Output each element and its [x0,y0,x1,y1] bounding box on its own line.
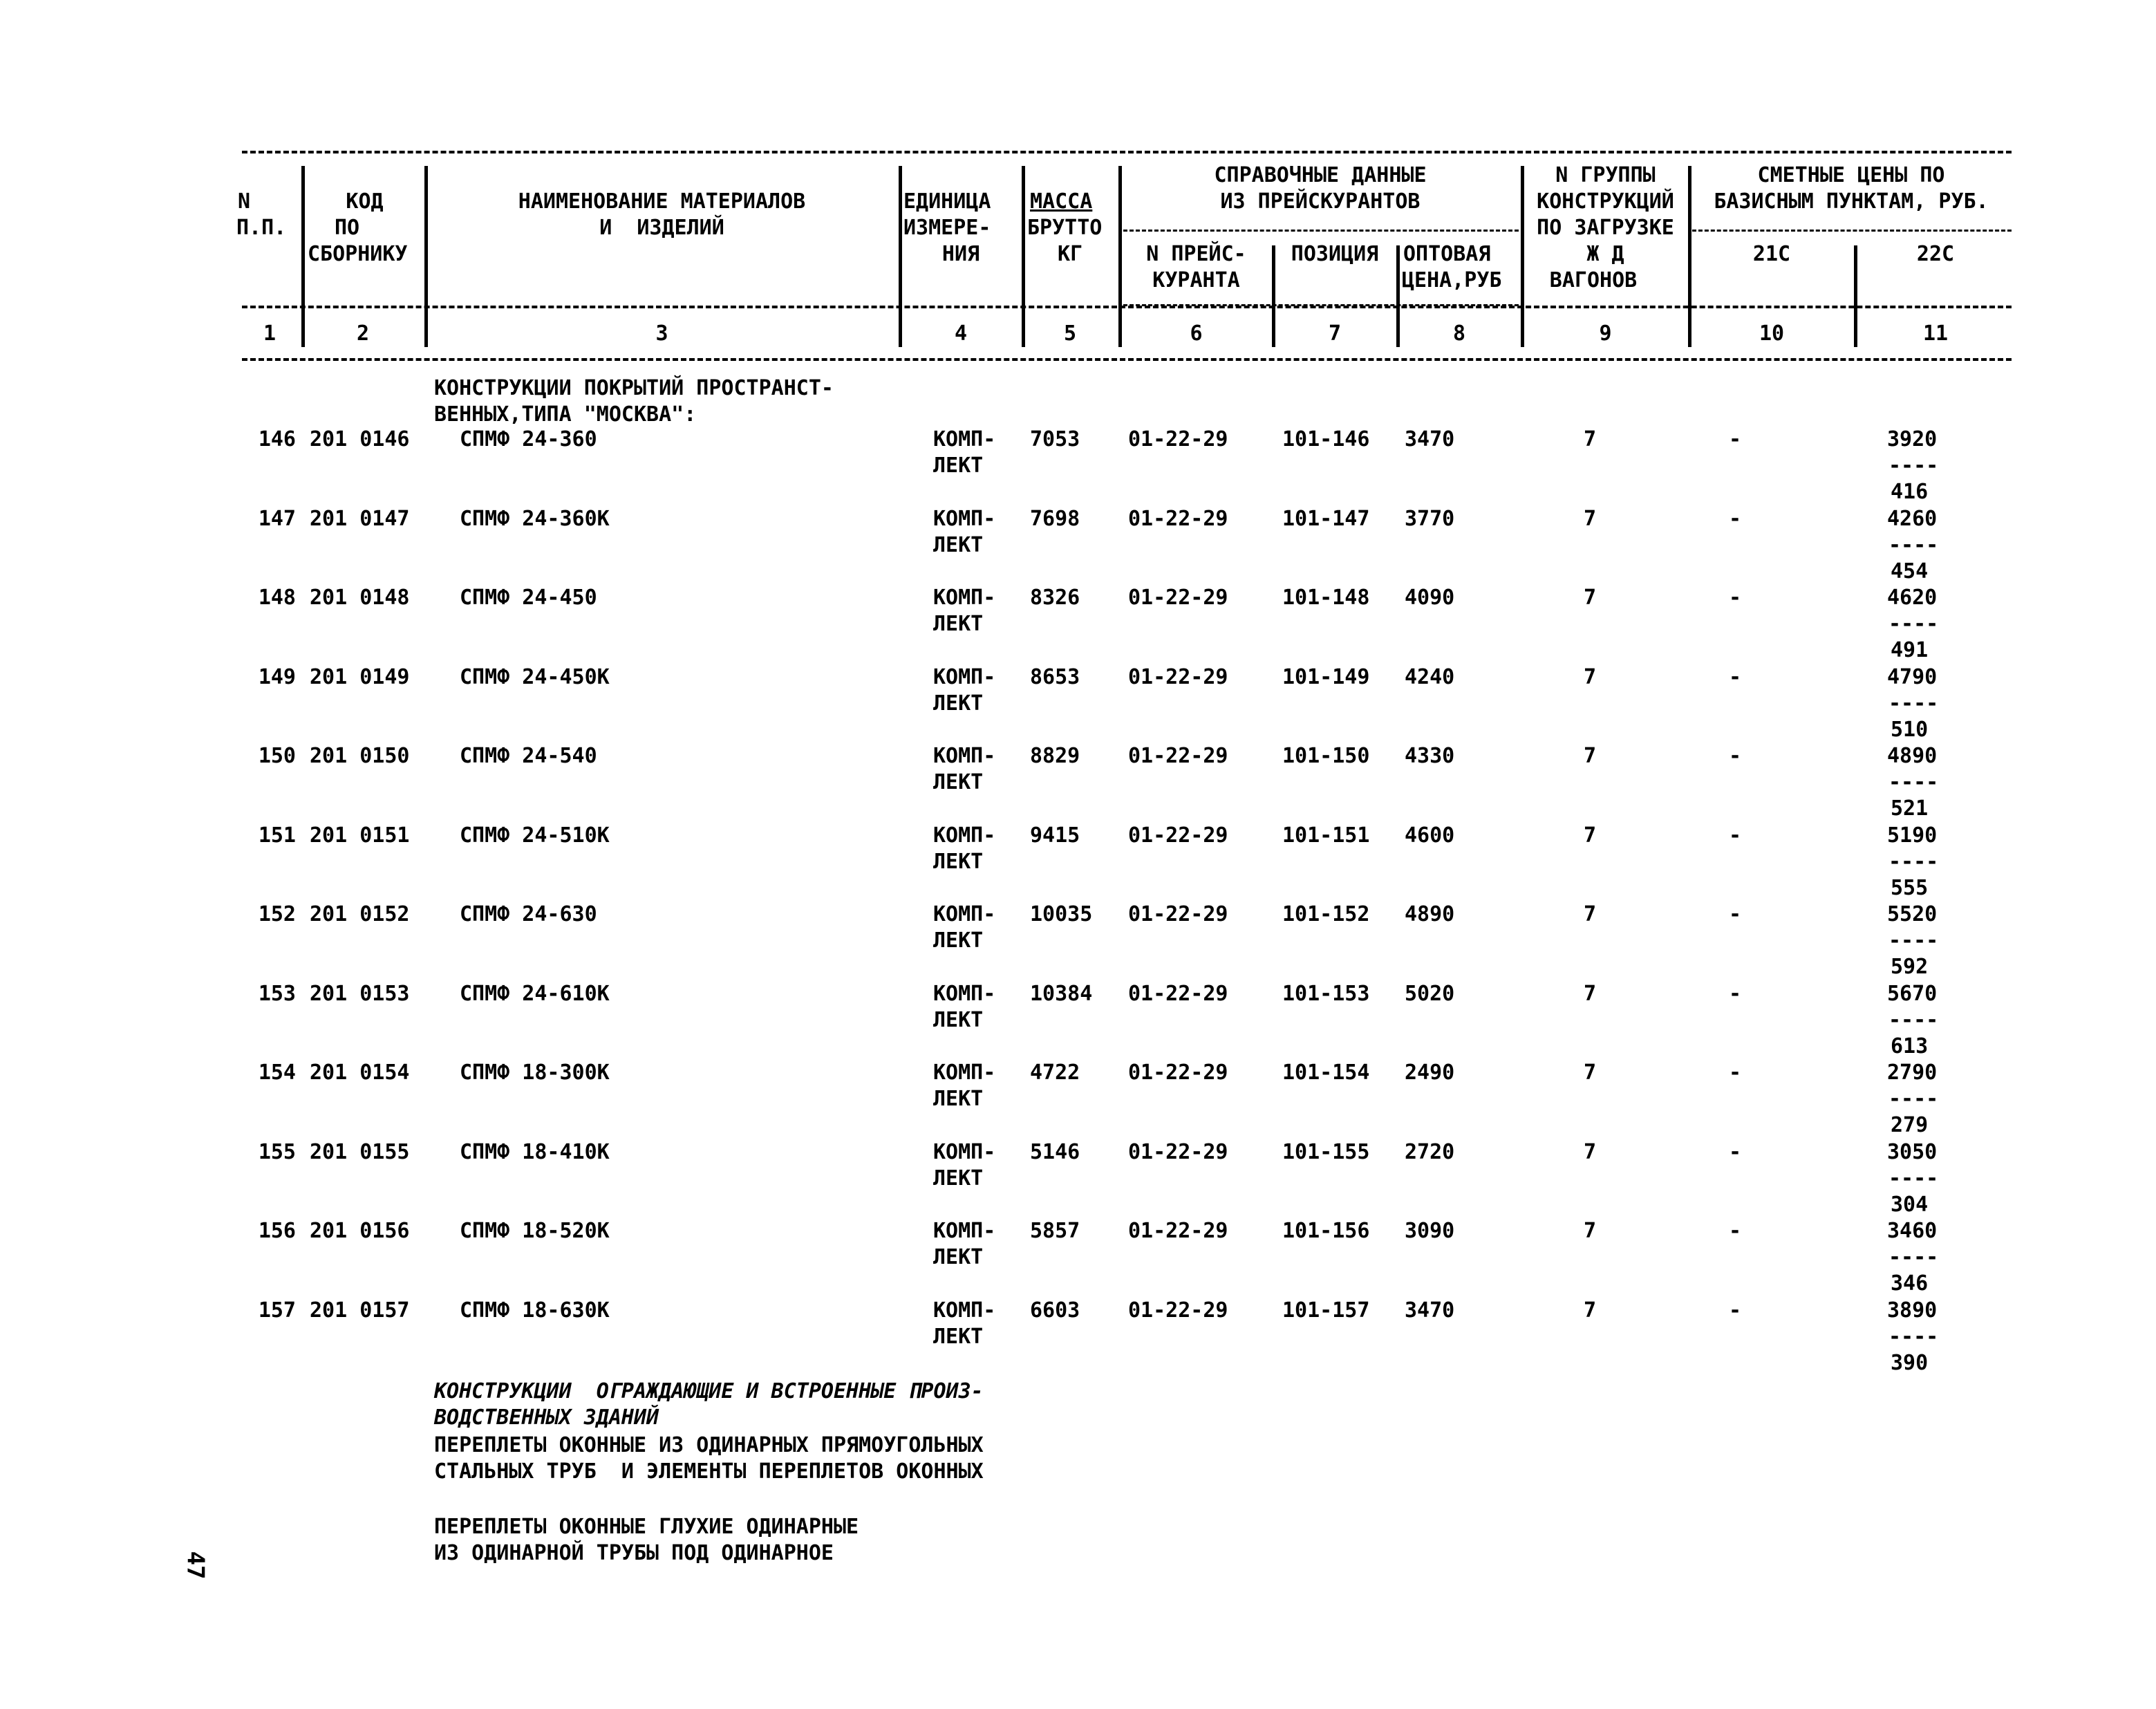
row-number: 157 [258,1298,296,1323]
header-unit: ЕДИНИЦА [903,189,991,214]
row-22c-top: 5190 [1887,823,1938,848]
footer-italic-heading: КОНСТРУКЦИИ ОГРАЖДАЮЩИЕ И ВСТРОЕННЫЕ ПРОИЗ- [434,1379,984,1403]
row-unit: ЛЕКТ [933,850,984,874]
row-position: 101-155 [1282,1140,1370,1164]
row-unit: ЛЕКТ [933,928,984,953]
sub-rule [1692,230,2012,232]
col-number: 2 [356,321,370,346]
col-number: 8 [1452,321,1466,346]
row-21c: - [1728,823,1742,848]
row-21c: - [1728,665,1742,689]
row-wholesale: 3470 [1405,427,1455,451]
row-unit: ЛЕКТ [933,1166,984,1190]
row-unit: КОМП- [933,1298,996,1323]
row-price-list: 01-22-29 [1128,665,1228,689]
row-code: 201 0153 [310,982,410,1006]
row-position: 101-150 [1282,744,1370,768]
header-price-list: КУРАНТА [1152,268,1240,292]
row-number: 156 [258,1219,296,1243]
header-group: ПО ЗАГРУЗКЕ [1537,216,1674,240]
row-unit: ЛЕКТ [933,691,984,716]
row-22c-bottom: 613 [1891,1034,1929,1058]
header-name: НАИМЕНОВАНИЕ МАТЕРИАЛОВ [518,189,806,214]
row-mass: 7698 [1030,507,1080,531]
header-code: КОД [346,189,384,214]
row-name: СПМФ 24-540 [460,744,597,768]
header-unit: НИЯ [941,242,980,266]
row-22c-fraction-line: ---- [1888,1245,1939,1269]
row-position: 101-148 [1282,586,1370,610]
row-code: 201 0150 [310,744,410,768]
page-number: 47 [181,1551,209,1580]
row-group: 7 [1583,1061,1597,1085]
row-wholesale: 4090 [1405,586,1455,610]
row-unit: ЛЕКТ [933,1008,984,1032]
row-group: 7 [1583,744,1597,768]
row-position: 101-149 [1282,665,1370,689]
row-number: 146 [258,427,296,451]
row-22c-top: 4790 [1887,665,1938,689]
header-code: СБОРНИКУ [308,242,408,266]
row-22c-bottom: 416 [1891,480,1929,504]
row-22c-top: 4620 [1887,586,1938,610]
row-unit: КОМП- [933,507,996,531]
header-estimate-prices: БАЗИСНЫМ ПУНКТАМ, РУБ. [1714,189,1989,214]
row-name: СПМФ 24-510К [460,823,610,848]
row-22c-bottom: 491 [1891,638,1929,662]
header-price-list: N ПРЕЙС- [1146,242,1246,266]
row-mass: 9415 [1030,823,1080,848]
row-name: СПМФ 18-520К [460,1219,610,1243]
header-n: N [238,189,251,214]
row-22c-fraction-line: ---- [1888,691,1939,716]
row-wholesale: 3470 [1405,1298,1455,1323]
row-mass: 4722 [1030,1061,1080,1085]
row-22c-top: 4260 [1887,507,1938,531]
row-name: СПМФ 24-360К [460,507,610,531]
row-unit: ЛЕКТ [933,1325,984,1349]
row-21c: - [1728,744,1742,768]
row-price-list: 01-22-29 [1128,1219,1228,1243]
row-group: 7 [1583,1298,1597,1323]
row-name: СПМФ 24-450К [460,665,610,689]
header-estimate-prices: СМЕТНЫЕ ЦЕНЫ ПО [1757,163,1945,187]
row-position: 101-153 [1282,982,1370,1006]
row-price-list: 01-22-29 [1128,1061,1228,1085]
row-21c: - [1728,586,1742,610]
row-price-list: 01-22-29 [1128,427,1228,451]
row-21c: - [1728,902,1742,926]
col-number: 6 [1190,321,1203,346]
row-unit: КОМП- [933,982,996,1006]
row-number: 150 [258,744,296,768]
row-name: СПМФ 24-450 [460,586,597,610]
row-22c-bottom: 454 [1891,559,1929,583]
row-group: 7 [1583,823,1597,848]
row-number: 148 [258,586,296,610]
row-21c: - [1728,982,1742,1006]
row-22c-bottom: 521 [1891,796,1929,821]
header-wholesale: ЦЕНА,РУБ [1402,268,1502,292]
header-group: N ГРУППЫ [1555,163,1656,187]
col-number: 5 [1063,321,1077,346]
row-name: СПМФ 24-360 [460,427,597,451]
row-mass: 8326 [1030,586,1080,610]
header-name: И ИЗДЕЛИЙ [599,216,724,240]
row-21c: - [1728,1298,1742,1323]
row-group: 7 [1583,902,1597,926]
row-wholesale: 3090 [1405,1219,1455,1243]
row-wholesale: 2490 [1405,1061,1455,1085]
col-separator [301,166,305,347]
row-name: СПМФ 18-300К [460,1061,610,1085]
row-22c-bottom: 279 [1891,1113,1929,1137]
row-22c-bottom: 390 [1891,1351,1929,1375]
row-number: 154 [258,1061,296,1085]
row-22c-fraction-line: ---- [1888,1008,1939,1032]
row-position: 101-157 [1282,1298,1370,1323]
header-reference: ИЗ ПРЕЙСКУРАНТОВ [1220,189,1421,214]
row-code: 201 0156 [310,1219,410,1243]
row-position: 101-151 [1282,823,1370,848]
row-name: СПМФ 18-630К [460,1298,610,1323]
col-number: 11 [1922,321,1949,346]
header-mass: КГ [1057,242,1083,266]
row-unit: ЛЕКТ [933,1245,984,1269]
row-22c-top: 3050 [1887,1140,1938,1164]
col-number: 1 [263,321,276,346]
row-wholesale: 4330 [1405,744,1455,768]
row-wholesale: 4890 [1405,902,1455,926]
row-position: 101-154 [1282,1061,1370,1085]
row-22c-top: 5670 [1887,982,1938,1006]
col-number: 7 [1328,321,1342,346]
row-wholesale: 5020 [1405,982,1455,1006]
row-unit: ЛЕКТ [933,1087,984,1111]
header-bottom-rule [242,358,2012,361]
section-title: ВЕННЫХ,ТИПА "МОСКВА": [434,402,697,427]
header-rule [242,306,2012,308]
sub-rule [1123,230,1519,232]
row-price-list: 01-22-29 [1128,744,1228,768]
row-22c-fraction-line: ---- [1888,612,1939,636]
row-mass: 8829 [1030,744,1080,768]
row-mass: 5146 [1030,1140,1080,1164]
row-22c-fraction-line: ---- [1888,1087,1939,1111]
row-group: 7 [1583,507,1597,531]
col-number: 9 [1599,321,1612,346]
row-position: 101-152 [1282,902,1370,926]
col-separator [1854,245,1857,347]
row-22c-fraction-line: ---- [1888,533,1939,557]
row-number: 153 [258,982,296,1006]
row-price-list: 01-22-29 [1128,823,1228,848]
row-code: 201 0154 [310,1061,410,1085]
row-position: 101-156 [1282,1219,1370,1243]
row-22c-top: 3920 [1887,427,1938,451]
row-code: 201 0155 [310,1140,410,1164]
header-mass: БРУТТО [1027,216,1103,240]
header-code: ПО [335,216,360,240]
row-number: 147 [258,507,296,531]
row-unit: КОМП- [933,665,996,689]
top-rule [242,151,2012,153]
row-unit: КОМП- [933,427,996,451]
row-22c-bottom: 555 [1891,876,1929,900]
row-position: 101-146 [1282,427,1370,451]
row-22c-fraction-line: ---- [1888,928,1939,953]
row-group: 7 [1583,665,1597,689]
section-title: КОНСТРУКЦИИ ПОКРЫТИЙ ПРОСТРАНСТ- [434,376,834,400]
row-unit: ЛЕКТ [933,454,984,478]
header-reference: СПРАВОЧНЫЕ ДАННЫЕ [1214,163,1427,187]
row-group: 7 [1583,982,1597,1006]
row-22c-bottom: 510 [1891,718,1929,742]
footer-italic-heading: ВОДСТВЕННЫХ ЗДАНИЙ [434,1406,659,1430]
footer-text: ПЕРЕПЛЕТЫ ОКОННЫЕ ИЗ ОДИНАРНЫХ ПРЯМОУГОЛЬНЫХ [434,1433,984,1457]
row-22c-fraction-line: ---- [1888,1325,1939,1349]
row-unit: ЛЕКТ [933,612,984,636]
row-number: 149 [258,665,296,689]
row-unit: КОМП- [933,586,996,610]
row-22c-bottom: 304 [1891,1193,1929,1217]
footer-text: ИЗ ОДИНАРНОЙ ТРУБЫ ПОД ОДИНАРНОЕ [434,1541,834,1565]
row-price-list: 01-22-29 [1128,586,1228,610]
row-code: 201 0147 [310,507,410,531]
row-group: 7 [1583,586,1597,610]
row-mass: 6603 [1030,1298,1080,1323]
row-number: 155 [258,1140,296,1164]
row-21c: - [1728,427,1742,451]
header-position: ПОЗИЦИЯ [1291,242,1379,266]
row-price-list: 01-22-29 [1128,1298,1228,1323]
row-22c-fraction-line: ---- [1888,1166,1939,1190]
row-code: 201 0146 [310,427,410,451]
row-mass: 10384 [1030,982,1093,1006]
col-number: 4 [954,321,968,346]
row-21c: - [1728,1061,1742,1085]
col-number: 10 [1759,321,1785,346]
row-wholesale: 4600 [1405,823,1455,848]
row-unit: КОМП- [933,823,996,848]
header-group: ВАГОНОВ [1549,268,1638,292]
row-22c-top: 4890 [1887,744,1938,768]
header-group: Ж Д [1586,242,1624,266]
row-code: 201 0157 [310,1298,410,1323]
row-unit: КОМП- [933,1219,996,1243]
row-wholesale: 2720 [1405,1140,1455,1164]
row-wholesale: 3770 [1405,507,1455,531]
row-unit: ЛЕКТ [933,770,984,794]
col-separator [1688,166,1691,347]
header-21c: 21С [1752,242,1791,266]
row-group: 7 [1583,1219,1597,1243]
header-22c: 22С [1916,242,1955,266]
row-22c-fraction-line: ---- [1888,770,1939,794]
row-22c-top: 5520 [1887,902,1938,926]
row-mass: 5857 [1030,1219,1080,1243]
row-unit: КОМП- [933,744,996,768]
row-position: 101-147 [1282,507,1370,531]
row-number: 152 [258,902,296,926]
row-unit: КОМП- [933,902,996,926]
row-name: СПМФ 24-630 [460,902,597,926]
row-21c: - [1728,507,1742,531]
header-pp: П.П. [236,216,287,240]
header-unit: ИЗМЕРЕ- [903,216,991,240]
row-code: 201 0152 [310,902,410,926]
row-22c-bottom: 346 [1891,1271,1929,1296]
row-code: 201 0151 [310,823,410,848]
row-price-list: 01-22-29 [1128,1140,1228,1164]
row-group: 7 [1583,1140,1597,1164]
row-22c-top: 3890 [1887,1298,1938,1323]
row-22c-top: 2790 [1887,1061,1938,1085]
row-price-list: 01-22-29 [1128,982,1228,1006]
row-group: 7 [1583,427,1597,451]
row-unit: КОМП- [933,1061,996,1085]
row-22c-top: 3460 [1887,1219,1938,1243]
row-mass: 7053 [1030,427,1080,451]
row-price-list: 01-22-29 [1128,902,1228,926]
row-price-list: 01-22-29 [1128,507,1228,531]
col-separator [424,166,428,347]
col-number: 3 [655,321,668,346]
header-wholesale: ОПТОВАЯ [1403,242,1491,266]
row-number: 151 [258,823,296,848]
row-21c: - [1728,1140,1742,1164]
row-22c-fraction-line: ---- [1888,850,1939,874]
footer-text: ПЕРЕПЛЕТЫ ОКОННЫЕ ГЛУХИЕ ОДИНАРНЫЕ [434,1515,859,1539]
row-22c-bottom: 592 [1891,955,1929,979]
row-unit: ЛЕКТ [933,533,984,557]
row-22c-fraction-line: ---- [1888,454,1939,478]
row-code: 201 0149 [310,665,410,689]
row-code: 201 0148 [310,586,410,610]
header-group: КОНСТРУКЦИЙ [1537,189,1674,214]
header-mass: МАССА [1030,189,1093,214]
row-21c: - [1728,1219,1742,1243]
row-name: СПМФ 24-610К [460,982,610,1006]
row-wholesale: 4240 [1405,665,1455,689]
row-mass: 8653 [1030,665,1080,689]
row-name: СПМФ 18-410К [460,1140,610,1164]
footer-text: СТАЛЬНЫХ ТРУБ И ЭЛЕМЕНТЫ ПЕРЕПЛЕТОВ ОКОННЫХ [434,1459,984,1484]
row-mass: 10035 [1030,902,1093,926]
row-unit: КОМП- [933,1140,996,1164]
